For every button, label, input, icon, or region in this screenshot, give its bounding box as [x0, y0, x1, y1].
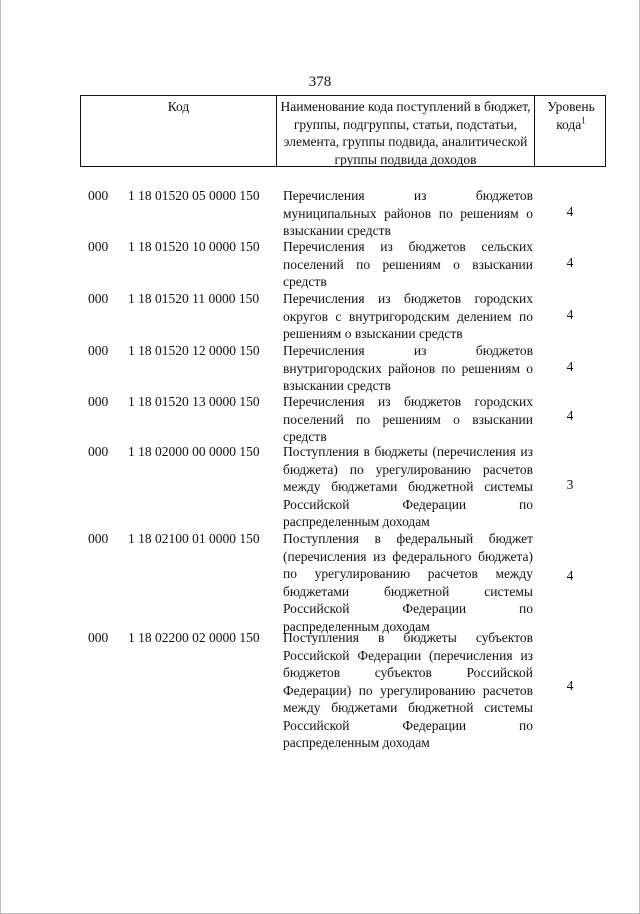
revenue-code: 1 18 01520 13 0000 150 — [128, 394, 260, 409]
revenue-name: Перечисления из бюджетов внутригородских районов по решениям о взыскании средств — [283, 343, 533, 393]
revenue-code: 1 18 01520 11 0000 150 — [128, 291, 260, 306]
header-level-footnote: 1 — [581, 115, 586, 125]
header-name: Наименование кода поступлений в бюджет, группы, подгруппы, статьи, подстатьи, элемента, группы подвида, аналитической группы подвида доходов — [277, 95, 535, 166]
revenue-name: Перечисления из бюджетов городских округов с внутригородским делением по решениям о взыскании средств — [283, 291, 533, 341]
revenue-name: Поступления в бюджеты субъектов Российской Федерации (перечисления из бюджетов субъектов Российской Федерации) по урегулированию расчетов между бюджетами бюджетной системы Российской Федерации по распределенным доходам — [283, 630, 533, 750]
revenue-code: 1 18 02000 00 0000 150 — [128, 444, 260, 459]
code-level: 4 — [566, 255, 574, 270]
revenue-name: Поступления в бюджеты (перечисления из бюджета) по урегулированию расчетов между бюджетами бюджетной системы Российской Федерации по распределенным доходам — [283, 444, 533, 529]
admin-code: 000 — [88, 188, 109, 203]
admin-code: 000 — [88, 343, 109, 358]
code-level: 4 — [566, 568, 574, 583]
code-level: 4 — [566, 408, 574, 423]
code-level: 4 — [566, 359, 574, 374]
code-level: 4 — [566, 204, 574, 219]
revenue-name: Перечисления из бюджетов городских поселений по решениям о взыскании средств — [283, 394, 533, 444]
revenue-name: Перечисления из бюджетов муниципальных районов по решениям о взыскании средств — [283, 188, 533, 238]
page-number: 378 — [308, 74, 332, 90]
code-level: 4 — [566, 678, 574, 693]
admin-code: 000 — [88, 630, 109, 645]
code-level: 4 — [566, 307, 574, 322]
header-level-label: Уровень кода — [547, 99, 595, 132]
revenue-name: Перечисления из бюджетов сельских поселений по решениям о взыскании средств — [283, 239, 533, 289]
table-header — [80, 95, 606, 167]
admin-code: 000 — [88, 239, 109, 254]
header-level — [535, 95, 607, 166]
admin-code: 000 — [88, 394, 109, 409]
admin-code: 000 — [88, 531, 109, 546]
page-left-edge — [0, 0, 1, 914]
revenue-code: 1 18 01520 05 0000 150 — [128, 188, 260, 203]
revenue-code: 1 18 01520 12 0000 150 — [128, 343, 260, 358]
header-code: Код — [81, 95, 277, 166]
code-level: 3 — [566, 477, 574, 492]
admin-code: 000 — [88, 291, 109, 306]
revenue-name: Поступления в федеральный бюджет (перечисления из федерального бюджета) по урегулированию расчетов между бюджетами бюджетной системы Российской Федерации по распределенным доходам — [283, 531, 533, 634]
revenue-code: 1 18 02100 01 0000 150 — [128, 531, 260, 546]
revenue-code: 1 18 02200 02 0000 150 — [128, 630, 260, 645]
admin-code: 000 — [88, 444, 109, 459]
revenue-code: 1 18 01520 10 0000 150 — [128, 239, 260, 254]
